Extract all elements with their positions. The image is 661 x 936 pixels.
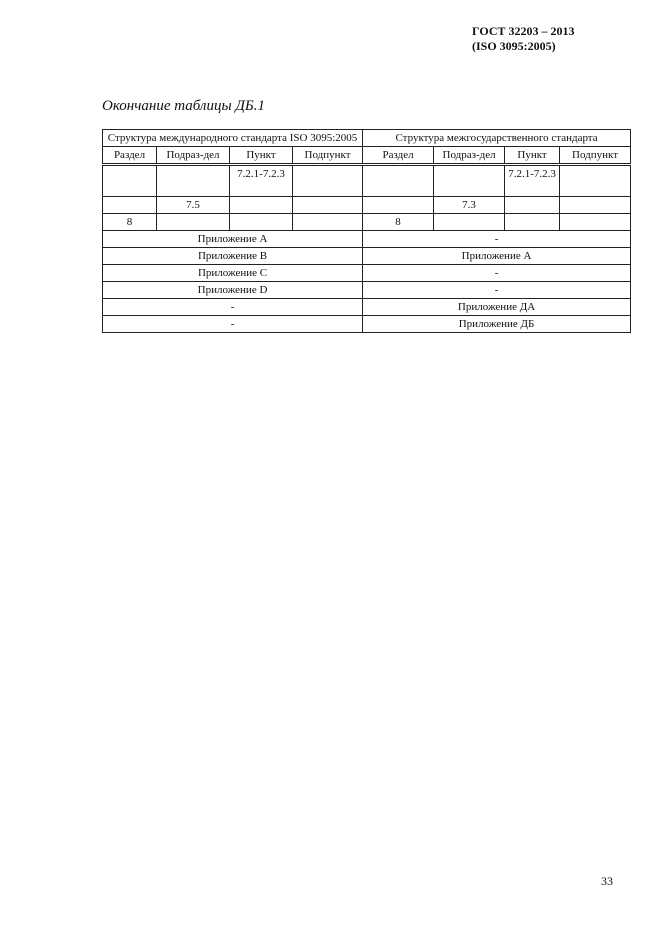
table-cell <box>230 197 293 214</box>
table-cell <box>293 165 363 197</box>
table-cell: 7.3 <box>434 197 505 214</box>
table-cell <box>293 214 363 231</box>
appendix-cell-international: - <box>103 299 363 316</box>
subheader-cell: Подраз-дел <box>157 147 230 165</box>
structure-comparison-table <box>102 129 631 333</box>
table-cell <box>103 165 157 197</box>
subheader-cell: Раздел <box>103 147 157 165</box>
appendix-cell-international: - <box>103 316 363 333</box>
table-cell: 8 <box>103 214 157 231</box>
appendix-row <box>103 316 631 333</box>
table-row <box>103 197 631 214</box>
page-number: 33 <box>601 874 613 888</box>
subheader-cell: Подпункт <box>560 147 631 165</box>
table-cell <box>230 214 293 231</box>
table-cell <box>560 214 631 231</box>
table-cell <box>560 165 631 197</box>
appendix-cell-interstate: - <box>363 265 631 282</box>
table-cell: 7.2.1-7.2.3 <box>505 165 560 197</box>
table-row <box>103 214 631 231</box>
subheader-cell: Пункт <box>230 147 293 165</box>
table-cell: 8 <box>363 214 434 231</box>
subheader-row <box>103 147 631 165</box>
table-cell <box>363 197 434 214</box>
table-cell <box>363 165 434 197</box>
table-cell <box>560 197 631 214</box>
table-cell <box>157 165 230 197</box>
table-cell <box>505 197 560 214</box>
table-cell <box>434 165 505 197</box>
standard-number: ГОСТ 32203 – 2013 <box>472 24 575 38</box>
appendix-row <box>103 282 631 299</box>
appendix-cell-international: Приложение D <box>103 282 363 299</box>
group-header-row <box>103 130 631 147</box>
appendix-row <box>103 231 631 248</box>
table-row <box>103 165 631 197</box>
appendix-row <box>103 248 631 265</box>
document-header <box>472 24 575 54</box>
table-cell: 7.2.1-7.2.3 <box>230 165 293 197</box>
iso-reference: (ISO 3095:2005) <box>472 39 556 53</box>
appendix-cell-interstate: Приложение ДБ <box>363 316 631 333</box>
appendix-cell-interstate: Приложение ДА <box>363 299 631 316</box>
table-cell <box>103 197 157 214</box>
table-cell <box>157 214 230 231</box>
subheader-cell: Раздел <box>363 147 434 165</box>
appendix-cell-interstate: Приложение А <box>363 248 631 265</box>
table-caption: Окончание таблицы ДБ.1 <box>102 98 266 114</box>
table-cell: 7.5 <box>157 197 230 214</box>
table-cell <box>505 214 560 231</box>
subheader-cell: Подпункт <box>293 147 363 165</box>
appendix-cell-international: Приложение В <box>103 248 363 265</box>
subheader-cell: Подраз-дел <box>434 147 505 165</box>
appendix-cell-international: Приложение С <box>103 265 363 282</box>
appendix-cell-interstate: - <box>363 282 631 299</box>
appendix-cell-interstate: - <box>363 231 631 248</box>
appendix-cell-international: Приложение А <box>103 231 363 248</box>
subheader-cell: Пункт <box>505 147 560 165</box>
group-header-interstate: Структура межгосударственного стандарта <box>363 130 631 147</box>
appendix-row <box>103 265 631 282</box>
appendix-row <box>103 299 631 316</box>
table-cell <box>293 197 363 214</box>
group-header-international: Структура международного стандарта ISO 3095:2005 <box>103 130 363 147</box>
table-cell <box>434 214 505 231</box>
